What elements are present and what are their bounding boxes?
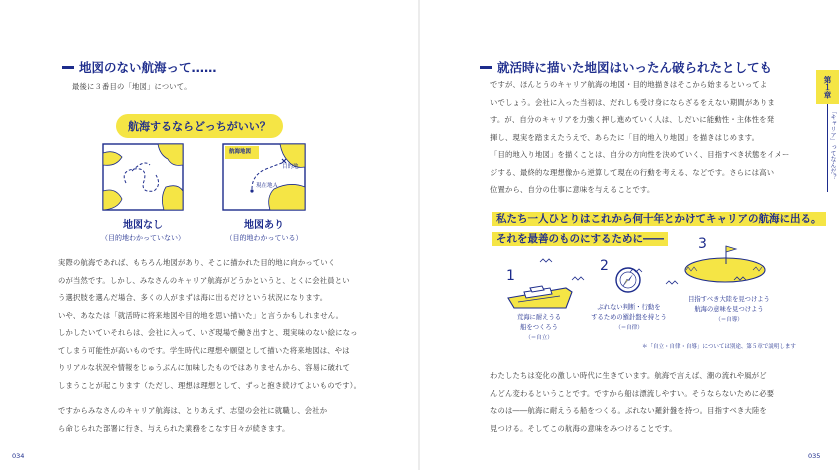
right-paragraph-1	[490, 76, 790, 199]
figure-title	[116, 114, 283, 138]
left-heading-text: 地図のない航海って……	[79, 60, 217, 75]
left-paragraph-1	[58, 254, 361, 394]
waves-decoration	[484, 246, 784, 336]
right-paragraph-2	[490, 367, 774, 437]
step-2-number: 2	[600, 258, 609, 274]
text-line: しかしたいていそれらは、会社に入って、いざ現場で働き出すと、現実味のない絵になっ	[58, 328, 358, 337]
current-position-label: 現在地Ａ	[256, 183, 279, 189]
heading-bar	[480, 66, 492, 69]
text-line: んどん変わるということです。ですから船は漂流しやすい。そうならないために必要	[490, 388, 775, 398]
right-heading	[480, 58, 772, 76]
step-2-sub: （＝自律）	[615, 325, 643, 331]
no-map-illustration	[102, 143, 184, 211]
text-line: てしまう可能性が高いものです。学生時代に理想や願望として描いた将来地図は、やは	[58, 345, 350, 355]
step-3-number: 3	[698, 236, 707, 252]
step-1-line: 荒海に耐えうる	[516, 314, 562, 321]
chapter-tab	[816, 70, 839, 104]
text-line: 実際の航海であれば、もちろん地図があり、そこに描かれた目的地に向かっていく	[58, 258, 336, 267]
footnote: ＊「自立・自律・自導」については別途、第５章で説明します	[642, 344, 796, 350]
step-1-sub: （＝自立）	[525, 335, 553, 341]
left-paragraph-2	[58, 402, 327, 437]
text-line: りリアルな状況や情報をじゅうぶんに加味したものではありませんから、容易に破れて	[58, 363, 351, 372]
text-line: ですからみなさんのキャリア航海は、とりあえず、志望の会社に就職し、会社か	[58, 406, 328, 415]
with-map-caption	[209, 216, 319, 243]
step-2-line: するための羅針盤を持とう	[591, 314, 667, 321]
with-map-caption-text: 地図あり	[244, 220, 284, 231]
text-line: のが当然です。しかし、みなさんのキャリア航海がどうかというと、とくに会社員とい	[58, 275, 350, 285]
text-line: ですが、ほんとうのキャリア航海の地図・目的地描きはそこから始まるといってよ	[490, 80, 768, 89]
chapter-tab-text: 第１章	[823, 75, 832, 99]
text-line: ら命じられた部署に行き、与えられた業務をこなす日々が続きます。	[58, 423, 290, 433]
text-line: わたしたちは変化の激しい時代に生きています。航海で言えば、潮の流れや風がど	[490, 371, 767, 380]
heading-bar	[62, 66, 74, 69]
highlight-line: 私たち一人ひとりはこれから何十年とかけてキャリアの航海に出る。	[492, 212, 826, 226]
page-number-left: 034	[12, 452, 25, 460]
highlight-block	[492, 209, 826, 249]
figure-title-text: 航海するならどっちがいい？	[128, 120, 271, 133]
with-map-caption-sub: （目的地わかっている）	[225, 234, 303, 242]
step-1-number: 1	[506, 268, 515, 284]
goal-label: 目的地	[282, 164, 299, 170]
right-page	[420, 0, 839, 470]
no-map-caption	[88, 216, 198, 243]
text-line: す。が、自分のキャリアを力強く押し進めていく人は、しだいに能動性・主体性を発	[490, 115, 775, 124]
no-map-caption-sub: （目的地わかっていない）	[101, 234, 185, 242]
intro-line: 最後に３番目の「地図」について。	[72, 82, 192, 91]
text-line: 見つける。そしてこの航海の意味をみつけることです。	[490, 423, 677, 433]
step-2-line: ぶれない判断・行動を	[597, 304, 661, 311]
chapter-title: 「キャリア」ってなんだ？	[829, 108, 836, 180]
text-line: 位置から、自分の仕事に意味を与えることです。	[490, 185, 655, 194]
highlight-line: それを最善のものにするために――	[492, 232, 668, 246]
step-3-sub: （＝自導）	[715, 317, 743, 323]
map-title-label: 航海地図	[229, 149, 252, 155]
step-3-line: 目指すべき大陸を見つけよう	[688, 296, 770, 303]
step-3-line: 航海の意味を見つけよう	[694, 306, 764, 313]
text-line: 揮し、現実を踏まえたうえで、あらたに「目的地入り地図」を描きはじめます。	[490, 132, 760, 142]
left-intro	[72, 78, 192, 96]
text-line: 「目的地入り地図」を描くことは、自分の方向性を決めていく、目指すべき状態をイメー	[490, 150, 790, 159]
step-1-line: 船をつくろう	[520, 324, 558, 331]
text-line: なのは――航海に耐えうる船をつくる。ぶれない羅針盤を持つ。目指すべき大陸を	[490, 406, 767, 415]
text-line: ジする、最終的な理想像から逆算して現在の行動を考える、などです。さらには高い	[490, 167, 775, 177]
text-line: う選択肢を選んだ場合、多くの人がまずは海に出るだけという状況になります。	[58, 293, 328, 302]
text-line: いでしょう。会社に入った当初は、だれしも受け身にならざるをえない期間がありま	[490, 97, 775, 107]
left-heading	[62, 58, 217, 76]
page-number-right: 035	[808, 452, 821, 460]
no-map-caption-text: 地図なし	[123, 220, 163, 231]
right-heading-text: 就活時に描いた地図はいったん破られたとしても	[497, 60, 773, 75]
text-line: いや、あなたは「就活時に将来地図や目的地を思い描いた」と言うかもしれません。	[58, 310, 344, 320]
left-page	[0, 0, 418, 470]
text-line: しまうことが起こります（ただし、理想は理想として、ずっと抱き続けてよいものです）。	[58, 380, 362, 390]
